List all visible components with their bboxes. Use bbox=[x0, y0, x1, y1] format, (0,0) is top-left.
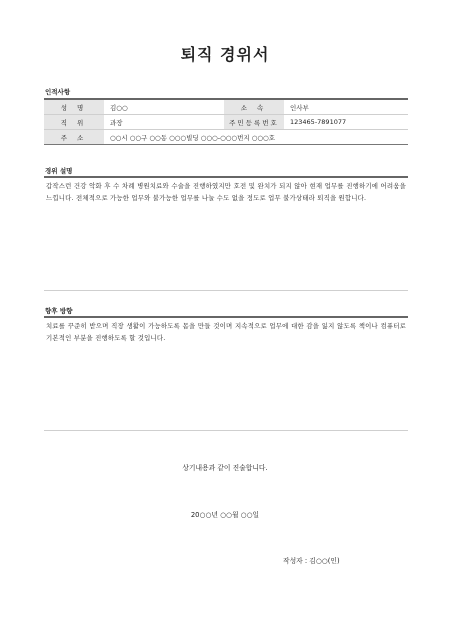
name-value: 김○○ bbox=[104, 99, 224, 115]
table-row bbox=[44, 99, 408, 115]
resident-number-value: 123465-7891077 bbox=[284, 115, 408, 130]
future-box bbox=[44, 316, 408, 431]
personal-section-label: 인적사항 bbox=[45, 88, 71, 96]
date-text: 20○○년 ○○월 ○○일 bbox=[190, 511, 260, 519]
address-label: 주 소 bbox=[44, 130, 104, 145]
department-value: 인사부 bbox=[284, 99, 408, 115]
future-section-label: 향후 방향 bbox=[45, 307, 73, 315]
signature-line: 작성자 : 김○○(인) bbox=[283, 557, 340, 565]
document-title: 퇴직 경위서 bbox=[180, 45, 270, 64]
table-row bbox=[44, 115, 408, 130]
background-section-label: 경위 설명 bbox=[45, 167, 73, 175]
address-value: ○○시 ○○구 ○○동 ○○○빌딩 ○○○-○○○번지 ○○○호 bbox=[104, 130, 408, 145]
background-box bbox=[44, 176, 408, 291]
department-label: 소 속 bbox=[224, 99, 284, 115]
position-label: 직 위 bbox=[44, 115, 104, 130]
personal-info-table bbox=[44, 98, 408, 145]
table-row bbox=[44, 130, 408, 145]
statement-text: 상기내용과 같이 진술합니다. bbox=[182, 464, 268, 472]
future-text: 치료를 꾸준히 받으며 직장 생활이 가능하도록 몸을 만들 것이며 지속적으로 업무에 대한 감을 잃지 않도록 책이나 컴퓨터로 기본적인 부분을 진행하도록 할 것입니다. bbox=[46, 322, 406, 342]
name-label: 성 명 bbox=[44, 99, 104, 115]
position-value: 과장 bbox=[104, 115, 224, 130]
background-text: 갑작스런 건강 악화 후 수 차례 병원치료와 수술을 진행하였지만 호전 및 완치가 되지 않아 현재 업무를 진행하기에 어려움을 느낍니다. 전체적으로 가능한 업무와 불가능한 업무를 나눌 수도 없을 정도로 업무 불가상태라 퇴직을 원합니다. bbox=[46, 182, 406, 202]
resident-number-label: 주민등록번호 bbox=[224, 115, 284, 130]
